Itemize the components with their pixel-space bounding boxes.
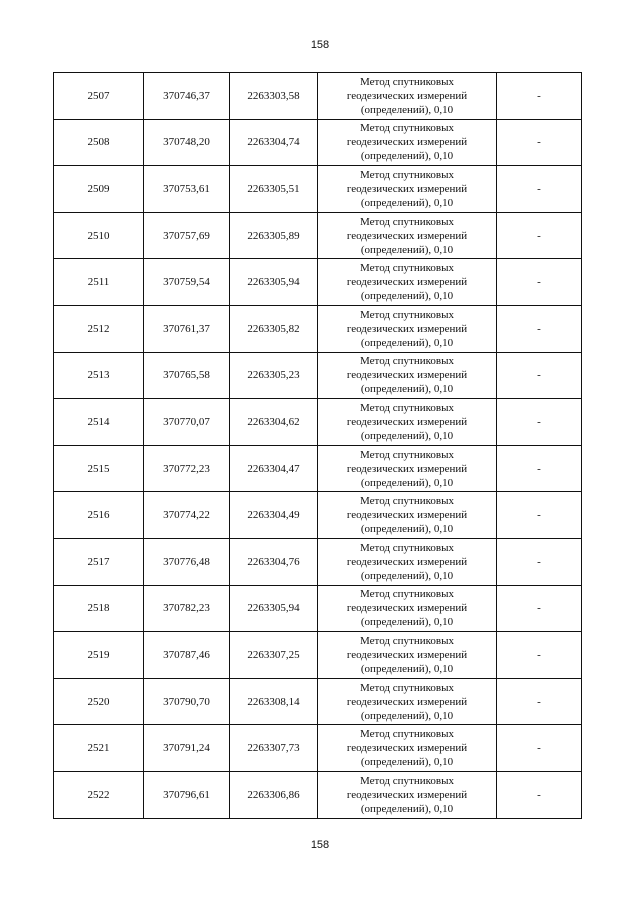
table-row	[54, 445, 582, 492]
method-cell	[318, 305, 497, 352]
method-line: Метод спутниковых	[360, 308, 454, 321]
method-line: Метод спутниковых	[360, 681, 454, 694]
table-row	[54, 492, 582, 539]
method-line: геодезических измерений	[346, 182, 468, 195]
note-cell: -	[497, 585, 582, 632]
method-line: геодезических измерений	[346, 415, 468, 428]
method-line: Метод спутниковых	[360, 122, 454, 135]
y-coordinate-cell: 2263303,58	[230, 73, 318, 120]
x-coordinate-cell: 370772,23	[144, 445, 230, 492]
method-line: (определений), 0,10	[360, 383, 454, 396]
method-line: Метод спутниковых	[360, 355, 454, 368]
method-cell	[318, 771, 497, 818]
method-cell	[318, 585, 497, 632]
y-coordinate-cell: 2263307,25	[230, 632, 318, 679]
method-line: геодезических измерений	[346, 369, 468, 382]
method-line: (определений), 0,10	[360, 709, 454, 722]
method-line: геодезических измерений	[346, 602, 468, 615]
method-cell	[318, 166, 497, 213]
method-line: геодезических измерений	[346, 89, 468, 102]
y-coordinate-cell: 2263304,74	[230, 119, 318, 166]
note-cell: -	[497, 492, 582, 539]
method-line: Метод спутниковых	[360, 262, 454, 275]
method-cell	[318, 678, 497, 725]
point-number-cell: 2522	[54, 771, 144, 818]
page-number-bottom: 158	[310, 839, 330, 851]
table-row	[54, 725, 582, 772]
x-coordinate-cell: 370765,58	[144, 352, 230, 399]
x-coordinate-cell: 370776,48	[144, 538, 230, 585]
x-coordinate-cell: 370782,23	[144, 585, 230, 632]
point-number-cell: 2509	[54, 166, 144, 213]
method-line: Метод спутниковых	[360, 168, 454, 181]
table-row	[54, 771, 582, 818]
note-cell: -	[497, 632, 582, 679]
method-line: (определений), 0,10	[360, 150, 454, 163]
y-coordinate-cell: 2263304,47	[230, 445, 318, 492]
method-line: (определений), 0,10	[360, 429, 454, 442]
method-cell	[318, 725, 497, 772]
method-line: (определений), 0,10	[360, 103, 454, 116]
table-row	[54, 632, 582, 679]
method-line: Метод спутниковых	[360, 588, 454, 601]
note-cell: -	[497, 352, 582, 399]
note-cell: -	[497, 166, 582, 213]
method-line: Метод спутниковых	[360, 634, 454, 647]
point-number-cell: 2511	[54, 259, 144, 306]
point-number-cell: 2508	[54, 119, 144, 166]
method-line: геодезических измерений	[346, 509, 468, 522]
method-line: Метод спутниковых	[360, 728, 454, 741]
point-number-cell: 2517	[54, 538, 144, 585]
x-coordinate-cell: 370761,37	[144, 305, 230, 352]
note-cell: -	[497, 399, 582, 446]
method-line: Метод спутниковых	[360, 774, 454, 787]
method-line: (определений), 0,10	[360, 523, 454, 536]
method-line: Метод спутниковых	[360, 401, 454, 414]
method-line: геодезических измерений	[346, 742, 468, 755]
y-coordinate-cell: 2263304,62	[230, 399, 318, 446]
note-cell: -	[497, 771, 582, 818]
method-line: Метод спутниковых	[360, 215, 454, 228]
table-row	[54, 538, 582, 585]
y-coordinate-cell: 2263305,94	[230, 585, 318, 632]
method-cell	[318, 73, 497, 120]
point-number-cell: 2510	[54, 212, 144, 259]
note-cell: -	[497, 305, 582, 352]
point-number-cell: 2516	[54, 492, 144, 539]
method-cell	[318, 212, 497, 259]
method-line: Метод спутниковых	[360, 448, 454, 461]
x-coordinate-cell: 370748,20	[144, 119, 230, 166]
note-cell: -	[497, 259, 582, 306]
method-line: (определений), 0,10	[360, 476, 454, 489]
point-number-cell: 2507	[54, 73, 144, 120]
table-row	[54, 212, 582, 259]
method-line: геодезических измерений	[346, 788, 468, 801]
y-coordinate-cell: 2263304,76	[230, 538, 318, 585]
table-row	[54, 119, 582, 166]
y-coordinate-cell: 2263307,73	[230, 725, 318, 772]
coordinates-table	[53, 72, 582, 819]
method-line: Метод спутниковых	[360, 495, 454, 508]
y-coordinate-cell: 2263305,51	[230, 166, 318, 213]
x-coordinate-cell: 370753,61	[144, 166, 230, 213]
table-row	[54, 399, 582, 446]
x-coordinate-cell: 370790,70	[144, 678, 230, 725]
method-line: Метод спутниковых	[360, 541, 454, 554]
method-line: геодезических измерений	[346, 229, 468, 242]
table-row	[54, 73, 582, 120]
table-row	[54, 166, 582, 213]
y-coordinate-cell: 2263305,82	[230, 305, 318, 352]
table-row	[54, 352, 582, 399]
x-coordinate-cell: 370759,54	[144, 259, 230, 306]
method-cell	[318, 119, 497, 166]
point-number-cell: 2512	[54, 305, 144, 352]
method-cell	[318, 399, 497, 446]
method-line: геодезических измерений	[346, 322, 468, 335]
point-number-cell: 2514	[54, 399, 144, 446]
note-cell: -	[497, 725, 582, 772]
note-cell: -	[497, 73, 582, 120]
y-coordinate-cell: 2263308,14	[230, 678, 318, 725]
point-number-cell: 2515	[54, 445, 144, 492]
x-coordinate-cell: 370791,24	[144, 725, 230, 772]
method-line: геодезических измерений	[346, 695, 468, 708]
y-coordinate-cell: 2263305,94	[230, 259, 318, 306]
y-coordinate-cell: 2263305,23	[230, 352, 318, 399]
note-cell: -	[497, 445, 582, 492]
point-number-cell: 2513	[54, 352, 144, 399]
y-coordinate-cell: 2263306,86	[230, 771, 318, 818]
page-number-top: 158	[310, 39, 330, 51]
x-coordinate-cell: 370746,37	[144, 73, 230, 120]
table-row	[54, 259, 582, 306]
method-line: (определений), 0,10	[360, 243, 454, 256]
note-cell: -	[497, 212, 582, 259]
x-coordinate-cell: 370787,46	[144, 632, 230, 679]
point-number-cell: 2518	[54, 585, 144, 632]
method-line: геодезических измерений	[346, 462, 468, 475]
method-line: (определений), 0,10	[360, 756, 454, 769]
method-line: геодезических измерений	[346, 648, 468, 661]
note-cell: -	[497, 678, 582, 725]
method-line: геодезических измерений	[346, 136, 468, 149]
method-line: (определений), 0,10	[360, 569, 454, 582]
point-number-cell: 2521	[54, 725, 144, 772]
y-coordinate-cell: 2263304,49	[230, 492, 318, 539]
method-cell	[318, 445, 497, 492]
method-cell	[318, 492, 497, 539]
method-line: геодезических измерений	[346, 276, 468, 289]
point-number-cell: 2520	[54, 678, 144, 725]
method-cell	[318, 259, 497, 306]
method-line: (определений), 0,10	[360, 616, 454, 629]
point-number-cell: 2519	[54, 632, 144, 679]
method-line: (определений), 0,10	[360, 336, 454, 349]
method-line: (определений), 0,10	[360, 196, 454, 209]
method-line: Метод спутниковых	[360, 75, 454, 88]
method-line: (определений), 0,10	[360, 802, 454, 815]
table-row	[54, 305, 582, 352]
x-coordinate-cell: 370796,61	[144, 771, 230, 818]
table-row	[54, 678, 582, 725]
note-cell: -	[497, 119, 582, 166]
method-cell	[318, 632, 497, 679]
x-coordinate-cell: 370770,07	[144, 399, 230, 446]
y-coordinate-cell: 2263305,89	[230, 212, 318, 259]
coordinates-table-body	[54, 73, 582, 819]
note-cell: -	[497, 538, 582, 585]
x-coordinate-cell: 370774,22	[144, 492, 230, 539]
method-line: (определений), 0,10	[360, 662, 454, 675]
method-line: (определений), 0,10	[360, 290, 454, 303]
method-line: геодезических измерений	[346, 555, 468, 568]
method-cell	[318, 538, 497, 585]
method-cell	[318, 352, 497, 399]
x-coordinate-cell: 370757,69	[144, 212, 230, 259]
table-row	[54, 585, 582, 632]
